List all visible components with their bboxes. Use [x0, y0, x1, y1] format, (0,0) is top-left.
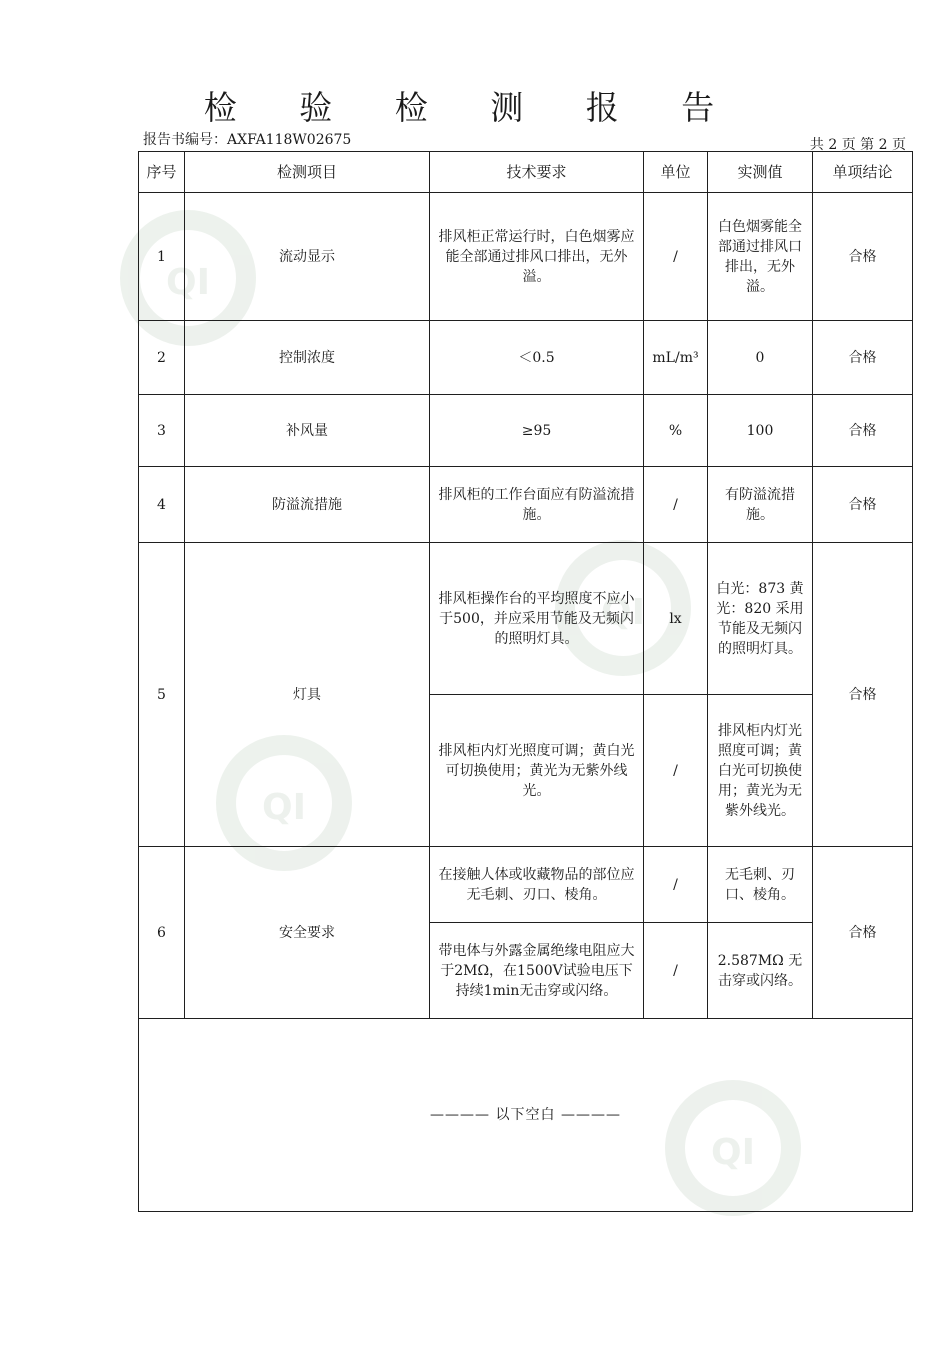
row-measured: 排风柜内灯光照度可调；黄白光可切换使用；黄光为无紫外线光。	[708, 695, 813, 847]
row-conclusion: 合格	[813, 395, 913, 467]
row-conclusion: 合格	[813, 321, 913, 395]
table-row	[139, 193, 913, 321]
header-item: 检测项目	[185, 152, 430, 193]
header-measured: 实测值	[708, 152, 813, 193]
row-conclusion: 合格	[813, 543, 913, 847]
header-conclusion: 单项结论	[813, 152, 913, 193]
table-header-row	[139, 152, 913, 193]
page-title: 检 验 检 测 报 告	[203, 88, 741, 127]
header-no: 序号	[139, 152, 185, 193]
blank-row	[139, 1019, 913, 1212]
row-unit: /	[644, 467, 708, 543]
row-no: 5	[139, 543, 185, 847]
row-item: 灯具	[185, 543, 430, 847]
table-row	[139, 847, 913, 923]
row-requirement: 排风柜正常运行时，白色烟雾应能全部通过排风口排出，无外溢。	[430, 193, 644, 321]
report-number: 报告书编号：AXFA118W02675	[143, 132, 352, 148]
row-item: 控制浓度	[185, 321, 430, 395]
row-unit: /	[644, 193, 708, 321]
table-row	[139, 321, 913, 395]
row-no: 4	[139, 467, 185, 543]
row-no: 3	[139, 395, 185, 467]
inspection-table	[138, 151, 913, 1212]
row-item: 流动显示	[185, 193, 430, 321]
watermark-logo: QI	[216, 735, 352, 871]
row-no: 1	[139, 193, 185, 321]
row-unit: /	[644, 847, 708, 923]
row-item: 安全要求	[185, 847, 430, 1019]
row-requirement: 在接触人体或收藏物品的部位应无毛刺、刃口、棱角。	[430, 847, 644, 923]
row-requirement: 排风柜操作台的平均照度不应小于500，并应采用节能及无频闪的照明灯具。	[430, 543, 644, 695]
page-count: 共 2 页 第 2 页	[809, 137, 906, 153]
row-conclusion: 合格	[813, 467, 913, 543]
row-requirement: 排风柜的工作台面应有防溢流措施。	[430, 467, 644, 543]
row-unit: lx	[644, 543, 708, 695]
header-requirement: 技术要求	[430, 152, 644, 193]
watermark-logo: QI	[120, 210, 256, 346]
row-measured: 无毛刺、刃口、棱角。	[708, 847, 813, 923]
header-unit: 单位	[644, 152, 708, 193]
row-measured: 2.587MΩ 无击穿或闪络。	[708, 923, 813, 1019]
row-conclusion: 合格	[813, 847, 913, 1019]
row-unit: /	[644, 695, 708, 847]
row-requirement: ＜0.5	[430, 321, 644, 395]
row-item: 防溢流措施	[185, 467, 430, 543]
row-requirement: 排风柜内灯光照度可调；黄白光可切换使用；黄光为无紫外线光。	[430, 695, 644, 847]
row-no: 6	[139, 847, 185, 1019]
row-unit: /	[644, 923, 708, 1019]
row-requirement: 带电体与外露金属绝缘电阻应大于2MΩ，在1500V试验电压下持续1min无击穿或闪络。	[430, 923, 644, 1019]
row-unit: %	[644, 395, 708, 467]
row-measured: 0	[708, 321, 813, 395]
row-requirement: ≥95	[430, 395, 644, 467]
row-item: 补风量	[185, 395, 430, 467]
table-row	[139, 395, 913, 467]
row-measured: 白色烟雾能全部通过排风口排出，无外溢。	[708, 193, 813, 321]
table-row	[139, 543, 913, 695]
table-row	[139, 467, 913, 543]
row-measured: 白光：873 黄光：820 采用节能及无频闪的照明灯具。	[708, 543, 813, 695]
watermark-logo: QI	[665, 1080, 801, 1216]
blank-cell	[139, 1019, 913, 1212]
row-measured: 100	[708, 395, 813, 467]
watermark-logo: QI	[555, 540, 691, 676]
blank-note: ———— 以下空白 ————	[430, 1107, 621, 1123]
row-measured: 有防溢流措施。	[708, 467, 813, 543]
row-no: 2	[139, 321, 185, 395]
row-conclusion: 合格	[813, 193, 913, 321]
row-unit: mL/m³	[644, 321, 708, 395]
